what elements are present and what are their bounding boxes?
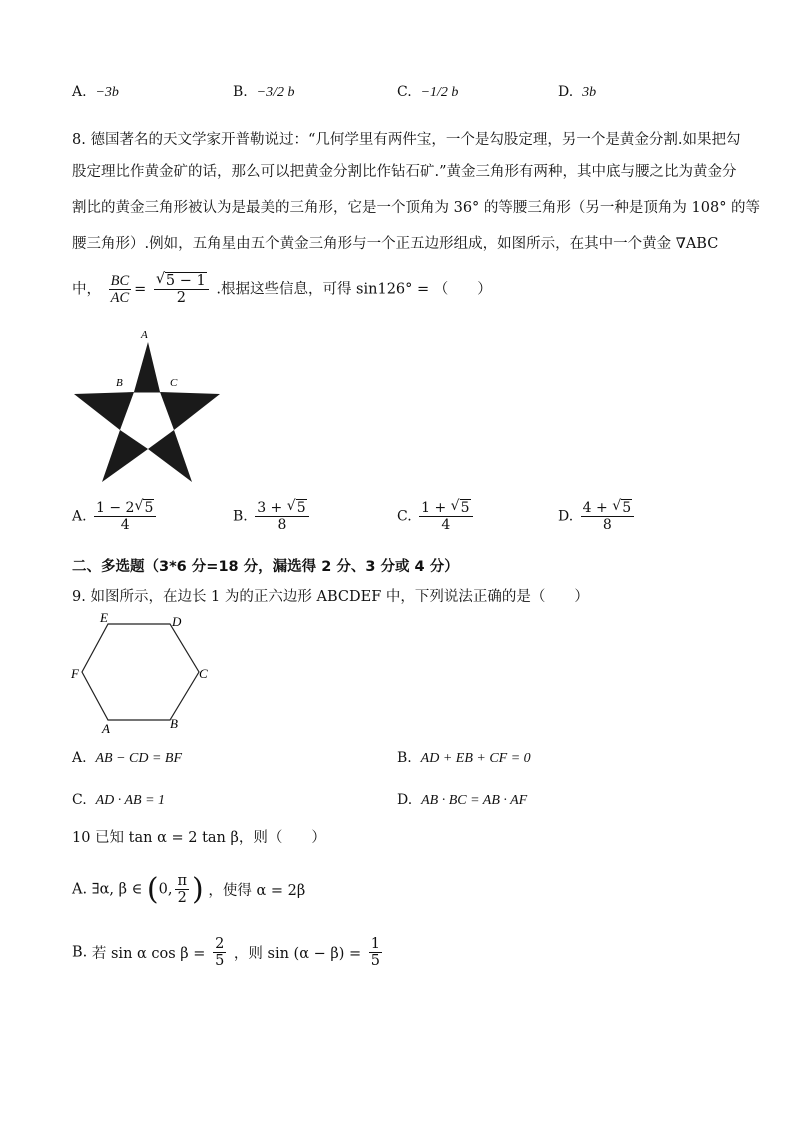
q9-option-c-text: AD · AB = 1 xyxy=(95,793,166,808)
q8-option-b: B. $\frac{3 + √ 5}{8}$ xyxy=(233,500,312,533)
q8-line-1: 8. 德国著名的天文学家开普勒说过：“几何学里有两件宝，一个是勾股定理，另一个是黄金分割.如果把勾 xyxy=(72,132,741,148)
q10-stem: 10 已知 tan α = 2 tan β，则（ ） xyxy=(72,830,326,846)
q9-option-a-text: AB − CD = BF xyxy=(95,751,183,766)
q9-option-a: A. AB − CD = BF xyxy=(72,750,183,766)
q8-line-3: 割比的黄金三角形被认为是最美的三角形，它是一个顶角为 36° 的等腰三角形（另一种是顶角为 108° 的等 xyxy=(72,200,761,216)
hexagon-shape xyxy=(82,624,199,720)
q7-option-b-text: −3/2 b xyxy=(256,85,295,100)
q9-option-d-text: AB · BC = AB · AF xyxy=(421,793,528,808)
hex-label-d: D xyxy=(172,614,182,629)
q8-option-a: A. $\frac{1 - 2√ 5}{4}$ xyxy=(72,500,159,533)
q8-line-5: 中， $\frac{BC}{AC}$ = √ $\frac{5 - 1}{2}$ .根据这些信息，可得 sin126° = （ ） xyxy=(72,273,492,306)
q7-option-c: C. −1/2 b xyxy=(397,84,459,100)
hex-label-a: A xyxy=(102,721,110,735)
hex-label-f: F xyxy=(71,666,79,681)
hexagon-figure xyxy=(68,610,218,735)
pentagram-figure xyxy=(70,322,230,487)
q8-line-2: 股定理比作黄金矿的话，那么可以把黄金分割比作钻石矿.”黄金三角形有两种，其中底与腰之比为黄金分 xyxy=(72,164,737,180)
q9-stem: 9. 如图所示，在边长 1 为的正六边形 ABCDEF 中，下列说法正确的是（ ） xyxy=(72,589,589,605)
q9-option-b: B. AD + EB + CF = 0 xyxy=(397,750,531,766)
star-label-a: A xyxy=(141,329,148,341)
q10-option-a: A. ∃α, β ∈ (0, $\frac{\pi}{2}$ ) ，使得 α = 2β xyxy=(72,872,306,907)
hex-label-c: C xyxy=(199,666,208,681)
q7-option-d-text: 3b xyxy=(582,85,597,100)
q7-option-b: B. −3/2 b xyxy=(233,84,295,100)
q8-ratio-lhs: $\frac{BC}{AC}$ xyxy=(110,273,130,306)
q7-option-d: D. 3b xyxy=(558,84,597,100)
q9-option-d: D. AB · BC = AB · AF xyxy=(397,792,528,808)
q10-option-b: B. 若 sin α cos β = $\frac{2}{5}$ ，则 sin (α − β) = $\frac{1}{5}$ xyxy=(72,936,381,969)
hex-label-b: B xyxy=(170,716,178,731)
q8-option-c: C. $\frac{1 + √ 5}{4}$ xyxy=(397,500,476,533)
q7-option-a-text: −3b xyxy=(95,85,119,100)
q8-ratio-rhs: √ $\frac{5 - 1}{2}$ xyxy=(154,273,209,306)
q7-option-c-text: −1/2 b xyxy=(420,85,459,100)
hex-label-e: E xyxy=(100,610,108,625)
star-label-b: B xyxy=(116,377,123,389)
section-heading-multiple-choice: 二、多选题（3*6 分=18 分，漏选得 2 分、3 分或 4 分） xyxy=(72,559,459,575)
q9-option-b-text: AD + EB + CF = 0 xyxy=(420,751,531,766)
q9-option-c: C. AD · AB = 1 xyxy=(72,792,166,808)
q8-line-4: 腰三角形）.例如，五角星由五个黄金三角形与一个正五边形组成，如图所示，在其中一个黄金 ∇ABC xyxy=(72,236,719,252)
star-label-c: C xyxy=(170,377,178,389)
q7-option-a: A. −3b xyxy=(72,84,119,100)
q8-option-d: D. $\frac{4 + √ 5}{8}$ xyxy=(558,500,637,533)
